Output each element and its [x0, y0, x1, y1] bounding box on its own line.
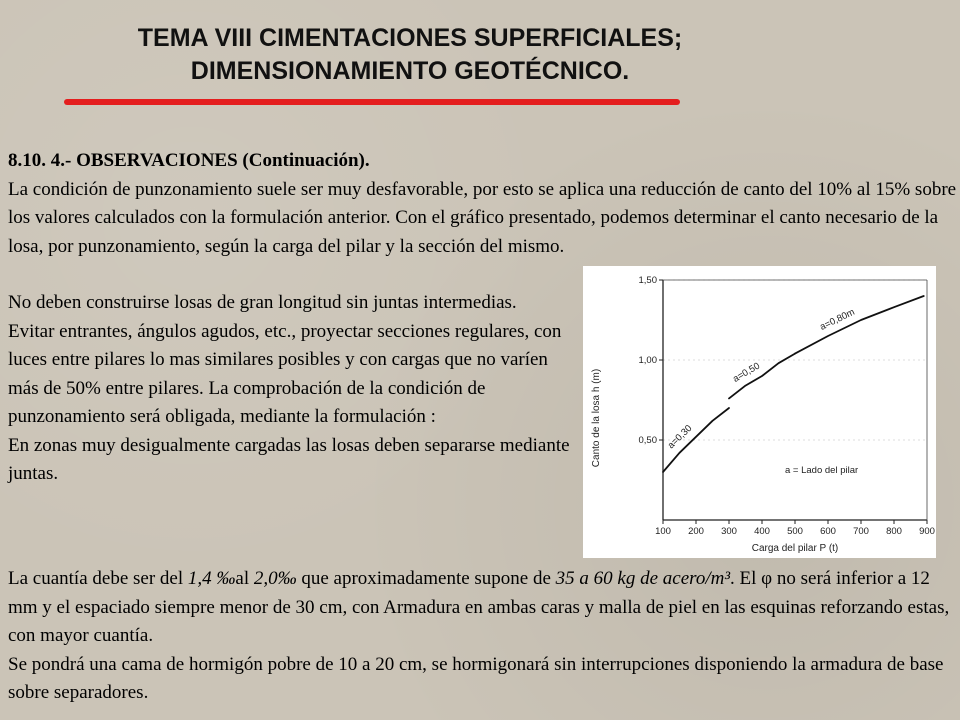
y-axis-label: Canto de la losa h (m): [591, 368, 602, 468]
chart-series: [663, 296, 924, 472]
page-title: [60, 22, 760, 88]
x-tick-label: 200: [688, 526, 704, 537]
cuantia-text-c: al: [235, 568, 254, 589]
series-label: a=0,30: [665, 422, 695, 452]
paragraph-entrantes: Evitar entrantes, ángulos agudos, etc., proyectar secciones regulares, con luces entre pilares lo mas similares posibles y con cargas que no varíen más de 50% entre pilares. La comprobación de la condición de punzonamiento será obligada, mediante la formulación :: [8, 320, 562, 427]
x-tick-label: 500: [787, 526, 803, 537]
punching-chart: [583, 266, 936, 558]
series-line: [795, 296, 924, 354]
cuantia-min: 1,4 ‰: [187, 568, 236, 589]
title-line-2: DIMENSIONAMIENTO GEOTÉCNICO.: [190, 57, 630, 85]
x-tick-label: 400: [754, 526, 770, 537]
chart-grid: [663, 280, 927, 440]
reinforcement-text: [8, 565, 953, 708]
series-label: a=0,80m: [818, 306, 857, 333]
x-axis-label: Carga del pilar P (t): [751, 543, 839, 554]
cuantia-text-g: . El φ no será inferior a 12 mm y el espaciado siempre menor de 30 cm, con Armadura en ambas caras y malla de piel en las esquinas reforzando estas, con mayor cuantía.: [8, 568, 950, 646]
title-underline: [64, 99, 680, 105]
chart-axes: [663, 280, 927, 520]
x-tick-label: 600: [820, 526, 836, 537]
y-tick-label: 1,00: [638, 355, 657, 366]
section-heading: 8.10. 4.- OBSERVACIONES (Continuación).: [8, 150, 370, 171]
x-tick-label: 100: [655, 526, 671, 537]
series-label: a=0,50: [731, 360, 762, 385]
intro-text: [8, 147, 958, 261]
y-tick-label: 1,50: [638, 275, 657, 286]
cuantia-text-e: que aproximadamente supone de: [296, 568, 556, 589]
paragraph-zonas: En zonas muy desigualmente cargadas las losas deben separarse mediante juntas.: [8, 434, 570, 484]
x-tick-label: 300: [721, 526, 737, 537]
paragraph-punzonamiento: La condición de punzonamiento suele ser muy desfavorable, por esto se aplica una reducción de canto del 10% al 15% sobre los valores calculados con la formulación anterior. Con el gráfico presentado, podemos determinar el canto necesario de la losa, por punzonamiento, según la carga del pilar y la sección del mismo.: [8, 178, 957, 257]
x-tick-label: 800: [886, 526, 902, 537]
chart-ticks: [639, 275, 935, 537]
y-tick-label: 0,50: [638, 435, 657, 446]
cuantia-text-a: La cuantía debe ser del: [8, 568, 188, 589]
acero-ratio: 35 a 60 kg de acero/m³: [555, 568, 731, 589]
x-tick-label: 700: [853, 526, 869, 537]
chart-svg: [583, 266, 936, 558]
x-tick-label: 900: [919, 526, 935, 537]
paragraph-juntas: No deben construirse losas de gran longitud sin juntas intermedias.: [8, 292, 517, 313]
title-line-1: TEMA VIII CIMENTACIONES SUPERFICIALES;: [137, 24, 683, 52]
paragraph-hormigon: Se pondrá una cama de hormigón pobre de 10 a 20 cm, se hormigonará sin interrupciones disponiendo la armadura de base sobre separadores.: [8, 653, 944, 703]
cuantia-max: 2,0‰: [253, 568, 297, 589]
chart-legend: a = Lado del pilar: [785, 465, 859, 476]
paragraph-cuantia: [8, 565, 953, 651]
observations-text: [8, 289, 578, 489]
